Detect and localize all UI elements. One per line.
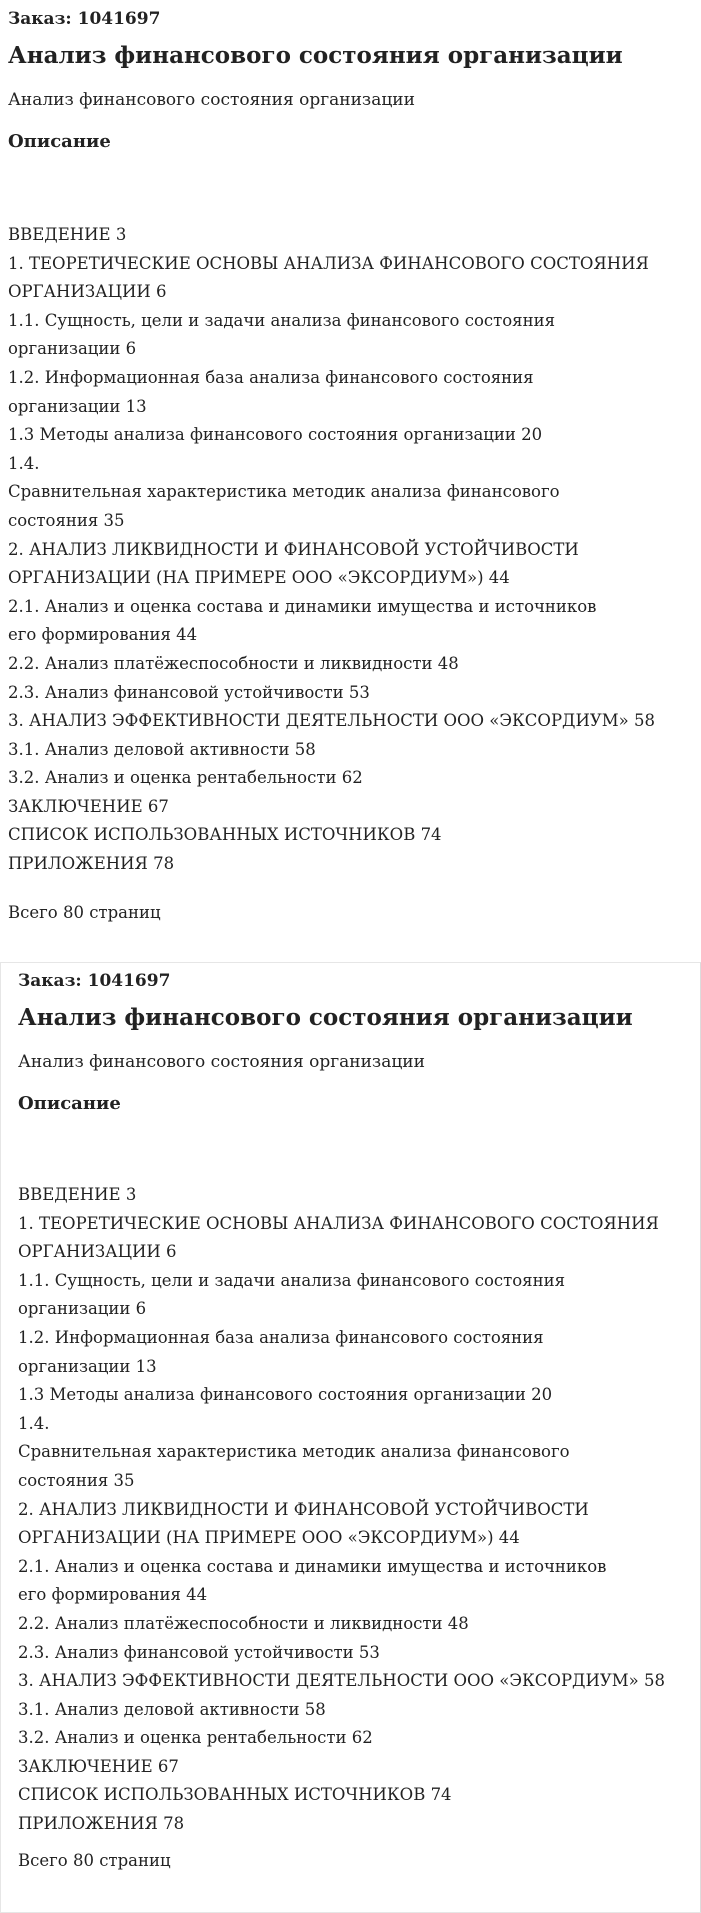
- toc-line: состояния 35: [18, 1470, 135, 1490]
- order-subtitle: Анализ финансового состояния организации: [18, 1052, 425, 1072]
- order-subtitle: Анализ финансового состояния организации: [8, 90, 415, 110]
- total-pages: Всего 80 страниц: [18, 1851, 171, 1870]
- toc-line: организации 6: [8, 339, 137, 359]
- toc-line: ПРИЛОЖЕНИЯ 78: [18, 1814, 185, 1834]
- toc-line: 2.1. Анализ и оценка состава и динамики имущества и источников: [8, 596, 597, 616]
- toc-line: ОРГАНИЗАЦИИ 6: [18, 1242, 177, 1262]
- toc-line: организации 6: [18, 1299, 147, 1319]
- toc-line: его формирования 44: [8, 625, 198, 645]
- toc-line: ВВЕДЕНИЕ 3: [18, 1185, 137, 1204]
- toc-line: СПИСОК ИСПОЛЬЗОВАННЫХ ИСТОЧНИКОВ 74: [18, 1785, 452, 1805]
- toc-line: 1.1. Сущность, цели и задачи анализа финансового состояния: [8, 310, 555, 330]
- toc-line: 1.3 Методы анализа финансового состояния организации 20: [18, 1385, 553, 1405]
- toc-line: 1. ТЕОРЕТИЧЕСКИЕ ОСНОВЫ АНАЛИЗА ФИНАНСОВОГО СОСТОЯНИЯ: [8, 253, 649, 273]
- toc-line: 3.2. Анализ и оценка рентабельности 62: [8, 768, 363, 788]
- toc-line: организации 13: [18, 1356, 157, 1376]
- toc-line: 3.2. Анализ и оценка рентабельности 62: [18, 1728, 373, 1748]
- toc-line: 2. АНАЛИЗ ЛИКВИДНОСТИ И ФИНАНСОВОЙ УСТОЙЧИВОСТИ: [8, 539, 579, 559]
- toc-line: ЗАКЛЮЧЕНИЕ 67: [8, 796, 169, 816]
- toc-line: 1.3 Методы анализа финансового состояния организации 20: [8, 425, 543, 445]
- toc-line: 3. АНАЛИЗ ЭФФЕКТИВНОСТИ ДЕЯТЕЛЬНОСТИ ООО «ЭКСОРДИУМ» 58: [8, 711, 656, 731]
- toc-line: 2.2. Анализ платёжеспособности и ликвидности 48: [18, 1613, 469, 1633]
- toc-line: Сравнительная характеристика методик анализа финансового: [8, 482, 560, 502]
- description-heading: Описание: [18, 1093, 121, 1114]
- toc-line: 3.1. Анализ деловой активности 58: [8, 739, 316, 759]
- toc-line: 2.2. Анализ платёжеспособности и ликвидности 48: [8, 653, 459, 673]
- order-id: Заказ: 1041697: [8, 9, 161, 29]
- toc-line: 2.3. Анализ финансовой устойчивости 53: [18, 1642, 380, 1662]
- toc-line: организации 13: [8, 396, 147, 416]
- table-of-contents: [18, 1181, 698, 1839]
- toc-line: 2.1. Анализ и оценка состава и динамики имущества и источников: [18, 1556, 607, 1576]
- toc-line: ОРГАНИЗАЦИИ (НА ПРИМЕРЕ ООО «ЭКСОРДИУМ») 44: [8, 568, 510, 588]
- order-id: Заказ: 1041697: [18, 971, 171, 991]
- toc-line: 1. ТЕОРЕТИЧЕСКИЕ ОСНОВЫ АНАЛИЗА ФИНАНСОВОГО СОСТОЯНИЯ: [18, 1213, 659, 1233]
- toc-line: состояния 35: [8, 510, 125, 530]
- total-pages: Всего 80 страниц: [8, 903, 161, 922]
- toc-line: 3. АНАЛИЗ ЭФФЕКТИВНОСТИ ДЕЯТЕЛЬНОСТИ ООО «ЭКСОРДИУМ» 58: [18, 1671, 666, 1691]
- toc-line: 1.2. Информационная база анализа финансового состояния: [8, 367, 534, 387]
- toc-line: ЗАКЛЮЧЕНИЕ 67: [18, 1756, 179, 1776]
- toc-line: 1.4.: [18, 1413, 50, 1433]
- order-block-2: [0, 962, 701, 1913]
- toc-line: СПИСОК ИСПОЛЬЗОВАННЫХ ИСТОЧНИКОВ 74: [8, 825, 442, 845]
- toc-line: 1.2. Информационная база анализа финансового состояния: [18, 1327, 544, 1347]
- description-heading: Описание: [8, 131, 111, 152]
- toc-line: ВВЕДЕНИЕ 3: [8, 225, 127, 244]
- order-title: Анализ финансового состояния организации: [8, 42, 623, 69]
- toc-line: ОРГАНИЗАЦИИ 6: [8, 282, 167, 302]
- toc-line: 2. АНАЛИЗ ЛИКВИДНОСТИ И ФИНАНСОВОЙ УСТОЙЧИВОСТИ: [18, 1499, 589, 1519]
- toc-line: его формирования 44: [18, 1585, 208, 1605]
- table-of-contents: [8, 221, 688, 879]
- toc-line: 3.1. Анализ деловой активности 58: [18, 1699, 326, 1719]
- toc-line: ОРГАНИЗАЦИИ (НА ПРИМЕРЕ ООО «ЭКСОРДИУМ») 44: [18, 1528, 520, 1548]
- toc-line: 1.1. Сущность, цели и задачи анализа финансового состояния: [18, 1270, 565, 1290]
- toc-line: 2.3. Анализ финансовой устойчивости 53: [8, 682, 370, 702]
- toc-line: ПРИЛОЖЕНИЯ 78: [8, 854, 175, 874]
- order-title: Анализ финансового состояния организации: [18, 1004, 633, 1031]
- toc-line: 1.4.: [8, 453, 40, 473]
- toc-line: Сравнительная характеристика методик анализа финансового: [18, 1442, 570, 1462]
